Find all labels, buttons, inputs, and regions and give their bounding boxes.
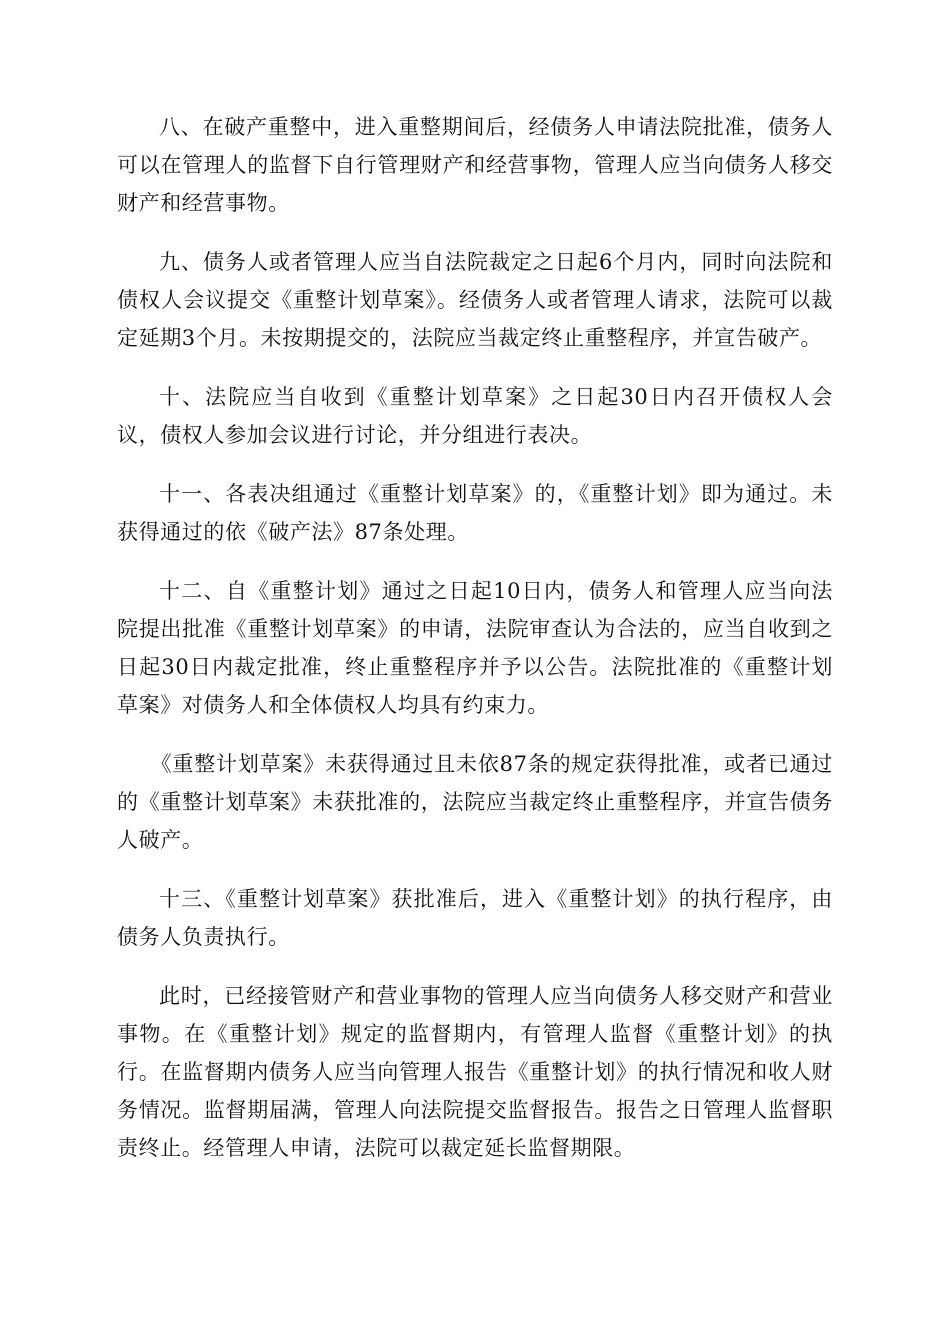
document-body — [117, 108, 833, 1188]
paragraph-11: 十一、各表决组通过《重整计划草案》的，《重整计划》即为通过。未获得通过的依《破产法》87条处理。 — [117, 482, 833, 544]
paragraph-13: 十三、《重整计划草案》获批准后，进入《重整计划》的执行程序，由债务人负责执行。 — [117, 887, 833, 949]
paragraph-12: 十二、自《重整计划》通过之日起10日内，债务人和管理人应当向法院提出批准《重整计划草案》的申请，法院审查认为合法的，应当自收到之日起30日内裁定批准，终止重整程序并予以公告。法院批准的《重整计划草案》对债务人和全体债权人均具有约束力。 — [117, 579, 833, 717]
paragraph-8: 八、在破产重整中，进入重整期间后，经债务人申请法院批准，债务人可以在管理人的监督下自行管理财产和经营事物，管理人应当向债务人移交财产和经营事物。 — [117, 115, 833, 215]
paragraph-9: 九、债务人或者管理人应当自法院裁定之日起6个月内，同时向法院和债权人会议提交《重整计划草案》。经债务人或者管理人请求，法院可以裁定延期3个月。未按期提交的，法院应当裁定终止重整程序，并宣告破产。 — [117, 250, 833, 350]
paragraph-10: 十、法院应当自收到《重整计划草案》之日起30日内召开债权人会议，债权人参加会议进行讨论，并分组进行表决。 — [117, 385, 833, 447]
paragraph-12-continued: 《重整计划草案》未获得通过且未依87条的规定获得批准，或者已通过的《重整计划草案》未获批准的，法院应当裁定终止重整程序，并宣告债务人破产。 — [117, 752, 833, 852]
paragraph-13-continued: 此时，已经接管财产和营业事物的管理人应当向债务人移交财产和营业事物。在《重整计划》规定的监督期内，有管理人监督《重整计划》的执行。在监督期内债务人应当向管理人报告《重整计划》的执行情况和收人财务情况。监督期届满，管理人向法院提交监督报告。报告之日管理人监督职责终止。经管理人申请，法院可以裁定延长监督期限。 — [117, 984, 833, 1160]
